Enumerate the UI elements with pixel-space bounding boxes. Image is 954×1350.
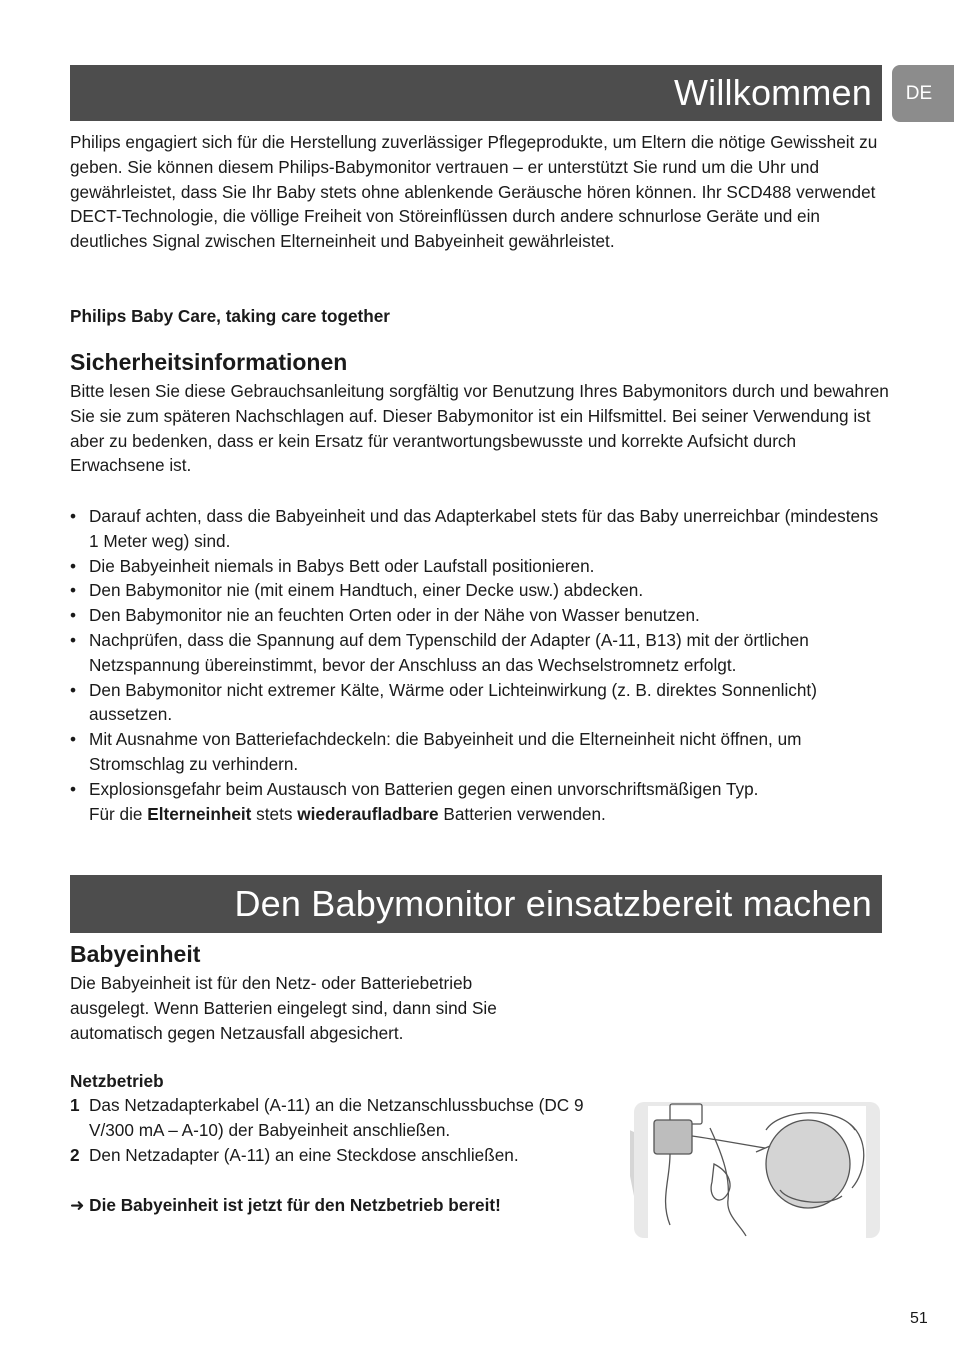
safety-list [70, 504, 890, 826]
section-banner-willkommen: Willkommen [70, 65, 882, 121]
baby-unit-heading: Babyeinheit [70, 941, 201, 967]
step-number: 1 [70, 1095, 80, 1115]
section-banner-setup: Den Babymonitor einsatzbereit machen [70, 875, 882, 933]
welcome-intro [70, 130, 890, 254]
result-line: ➜ Die Babyeinheit ist jetzt für den Netzbetrieb bereit! [70, 1195, 501, 1215]
page-number: 51 [910, 1310, 928, 1327]
battery-note-parent-unit: Elterneinheit [147, 803, 252, 824]
list-item [70, 777, 890, 827]
list-item: • Mit Ausnahme von Batteriefachdeckeln: die Babyeinheit und die Elterneinheit nicht öffnen, um Stromschlag zu verhindern. [70, 727, 890, 777]
list-item: • Die Babyeinheit niemals in Babys Bett oder Laufstall positionieren. [70, 554, 890, 579]
battery-note-post: Batterien verwenden. [438, 803, 606, 824]
step-item [70, 1143, 590, 1168]
battery-note-mid: stets [251, 803, 298, 824]
battery-note-rechargeable: wiederaufladbare [297, 803, 439, 824]
list-item: • Nachprüfen, dass die Spannung auf dem Typenschild der Adapter (A-11, B13) mit der örtlichen Netzspannung übereinstimmt, bevor der Anschluss an das Wechselstromnetz erfolgt. [70, 628, 890, 678]
safety-intro: Bitte lesen Sie diese Gebrauchsanleitung sorgfältig vor Benutzung Ihres Babymonitors durch und bewahren Sie sie zum späteren Nachschlagen auf. Dieser Babymonitor ist ein Hilfsmittel. Bei seiner Verwendung ist aber zu bedenken, dass er kein Ersatz für verantwortungsbewusste und korrekte Aufsicht durch Erwachsene ist. [70, 381, 889, 476]
list-item: • Den Babymonitor nicht extremer Kälte, Wärme oder Lichteinwirkung (z. B. direktes Sonnenlicht) aussetzen. [70, 678, 890, 728]
adapter-connection-illustration-icon [630, 1100, 882, 1242]
mains-subheading: Netzbetrieb [70, 1071, 164, 1091]
list-item: • Den Babymonitor nie (mit einem Handtuch, einer Decke usw.) abdecken. [70, 578, 890, 603]
welcome-paragraph: Philips engagiert sich für die Herstellung zuverlässiger Pflegeprodukte, um Eltern die nötige Gewissheit zu geben. Sie können diesem Philips-Babymonitor vertrauen – er unterstützt Sie rund um die Uhr und gewährleistet, dass Sie Ihr Baby stets ohne ablenkende Geräusche hören können. Ihr SCD488 verwendet DECT-Technologie, die völlige Freiheit von Störeinflüssen durch andere schnurlose Geräte und ein deutliches Signal zwischen Elterneinheit und Babyeinheit gewährleistet. [70, 132, 878, 252]
language-tab[interactable]: DE [892, 65, 954, 122]
list-item: • Den Babymonitor nie an feuchten Orten oder in der Nähe von Wasser benutzen. [70, 603, 890, 628]
safety-heading: Sicherheitsinformationen [70, 349, 348, 375]
step-item [70, 1093, 590, 1143]
battery-warning: Explosionsgefahr beim Austausch von Batterien gegen einen unvorschriftsmäßigen Typ. [89, 778, 759, 799]
tagline: Philips Baby Care, taking care together [70, 306, 390, 326]
step-text: Das Netzadapterkabel (A-11) an die Netzanschlussbuchse (DC 9 V/300 mA – A-10) der Babyeinheit anschließen. [89, 1095, 584, 1140]
list-item: • Darauf achten, dass die Babyeinheit und das Adapterkabel stets für das Baby unerreichbar (mindestens 1 Meter weg) sind. [70, 504, 890, 554]
baby-unit-intro: Die Babyeinheit ist für den Netz- oder Batteriebetrieb ausgelegt. Wenn Batterien eingelegt sind, dann sind Sie automatisch gegen Netzausfall abgesichert. [70, 973, 497, 1043]
step-number: 2 [70, 1144, 80, 1165]
step-text: Den Netzadapter (A-11) an eine Steckdose anschließen. [89, 1144, 519, 1165]
battery-note-pre: Für die [89, 803, 148, 824]
baby-unit-section [70, 939, 540, 1045]
safety-section [70, 347, 890, 478]
mains-steps [70, 1093, 590, 1167]
baby-unit-illustration [630, 1100, 882, 1242]
